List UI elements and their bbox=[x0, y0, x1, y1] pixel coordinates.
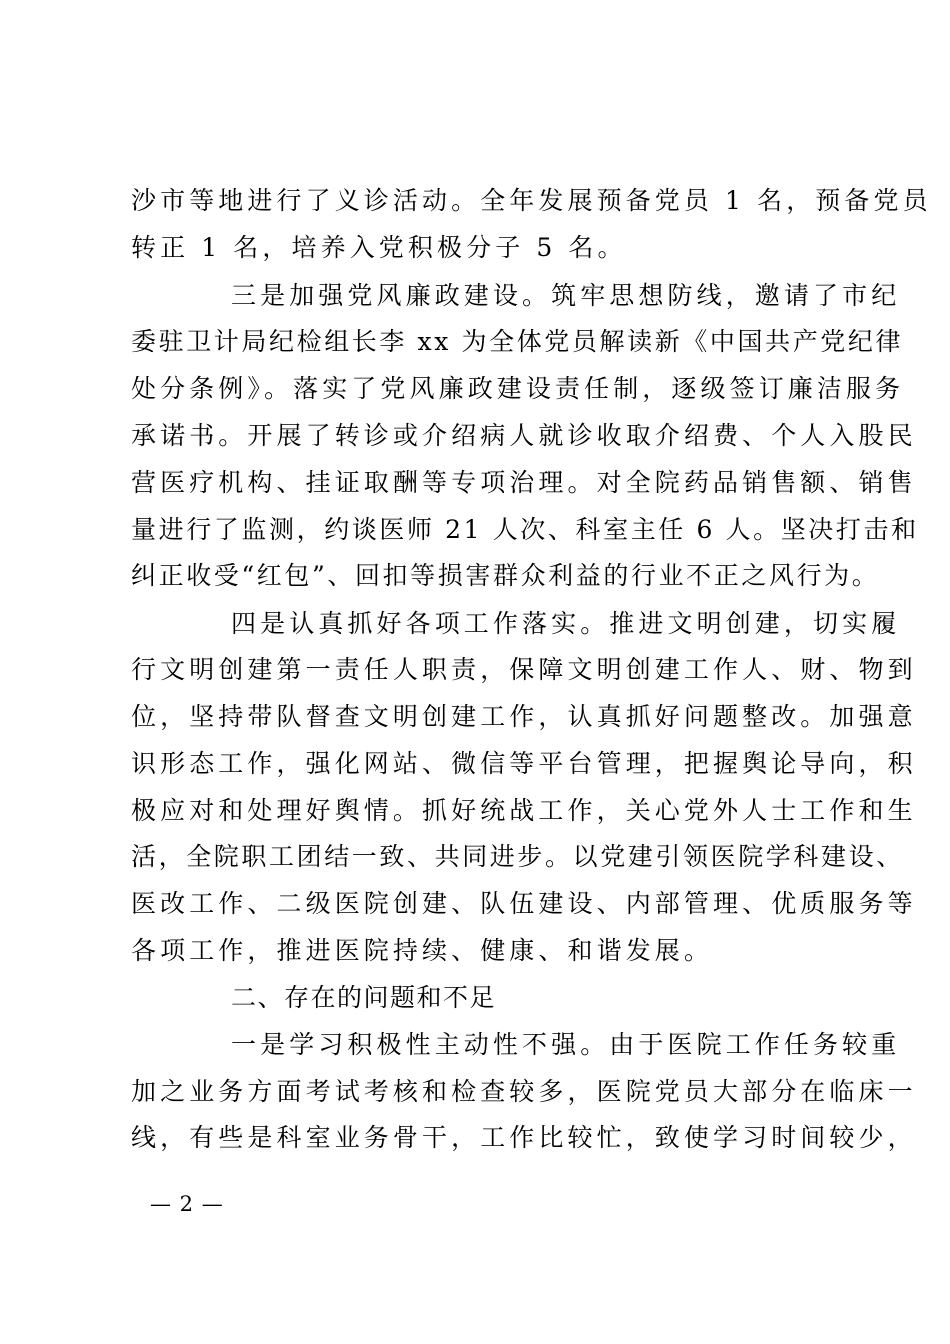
body-text-line: 纠正收受“红包”、回扣等损害群众利益的行业不正之风行为。 bbox=[131, 561, 880, 590]
body-text-line: 承诺书。开展了转诊或介绍病人就诊收取介绍费、个人入股民 bbox=[131, 421, 917, 450]
body-text-line: 加之业务方面考试考核和检查较多，医院党员大部分在临床一 bbox=[131, 1077, 917, 1106]
body-text-line: 行文明创建第一责任人职责，保障文明创建工作人、财、物到 bbox=[131, 655, 917, 684]
body-text-line: 线，有些是科室业务骨干，工作比较忙，致使学习时间较少， bbox=[131, 1123, 917, 1152]
body-text-line: 转正 1 名，培养入党积极分子 5 名。 bbox=[131, 233, 627, 262]
body-text-line: 位，坚持带队督查文明创建工作，认真抓好问题整改。加强意 bbox=[131, 702, 917, 731]
paragraph-start-line: 三是加强党风廉政建设。筑牢思想防线，邀请了市纪 bbox=[231, 281, 901, 310]
body-text-line: 各项工作，推进医院持续、健康、和谐发展。 bbox=[131, 936, 714, 965]
paragraph-start-line: 一是学习积极性主动性不强。由于医院工作任务较重 bbox=[231, 1030, 901, 1059]
section-heading: 二、存在的问题和不足 bbox=[231, 983, 497, 1012]
body-text-line: 活，全院职工团结一致、共同进步。以党建引领医院学科建设、 bbox=[131, 842, 904, 871]
paragraph-start-line: 四是认真抓好各项工作落实。推进文明创建，切实履 bbox=[231, 609, 901, 638]
page-number: — 2 — bbox=[150, 1192, 224, 1216]
body-text-line: 处分条例》。落实了党风廉政建设责任制，逐级签订廉洁服务 bbox=[131, 374, 905, 403]
body-text-line: 沙市等地进行了义诊活动。全年发展预备党员 1 名，预备党员 bbox=[131, 186, 932, 215]
body-text-line: 委驻卫计局纪检组长李 xx 为全体党员解读新《中国共产党纪律 bbox=[131, 327, 904, 356]
body-text-line: 量进行了监测，约谈医师 21 人次、科室主任 6 人。坚决打击和 bbox=[131, 515, 919, 544]
body-text-line: 识形态工作，强化网站、微信等平台管理，把握舆论导向，积 bbox=[131, 749, 917, 778]
body-text-line: 医改工作、二级医院创建、队伍建设、内部管理、优质服务等 bbox=[131, 889, 917, 918]
body-text-line: 营医疗机构、挂证取酬等专项治理。对全院药品销售额、销售 bbox=[131, 468, 917, 497]
body-text-line: 极应对和处理好舆情。抓好统战工作，关心党外人士工作和生 bbox=[131, 796, 917, 825]
